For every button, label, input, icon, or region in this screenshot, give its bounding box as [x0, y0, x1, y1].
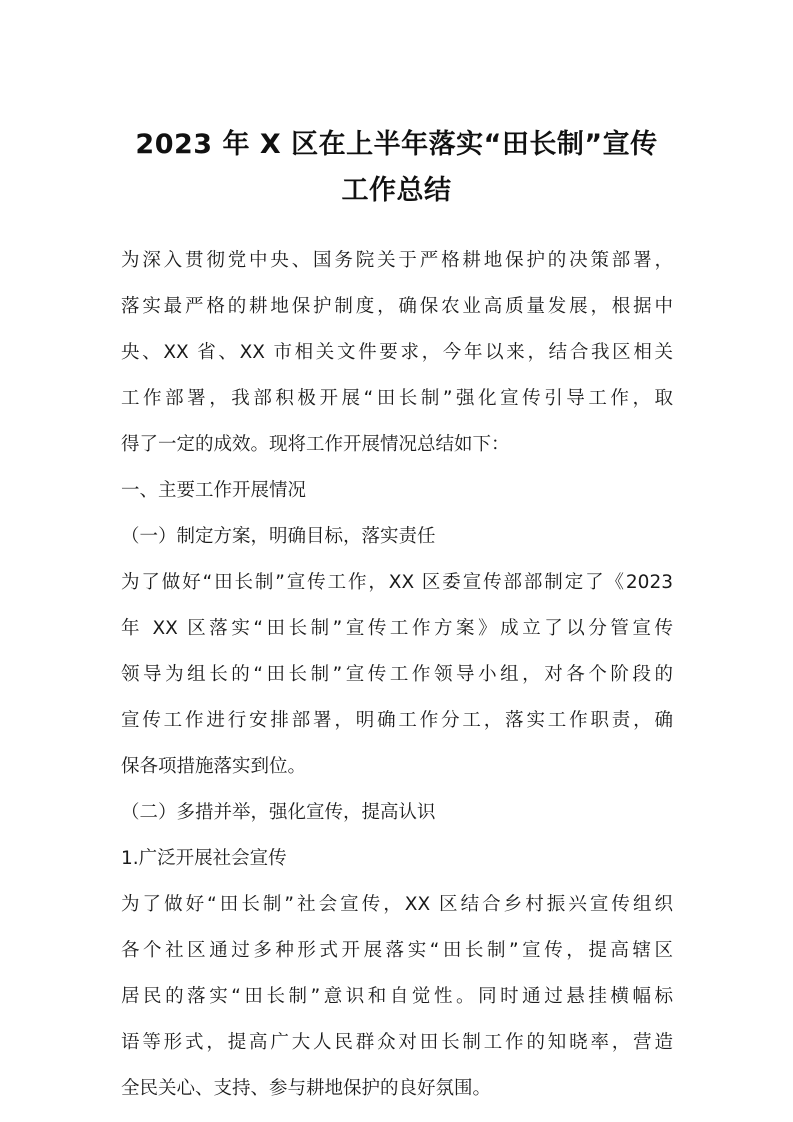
paragraph-line: 全民关心、支持、参与耕地保护的良好氛围。 — [121, 1078, 492, 1099]
paragraph-line: 宣传工作进行安排部署，明确工作分工，落实工作职责，确 — [121, 710, 673, 731]
paragraph-line: 得了一定的成效。现将工作开展情况总结如下： — [121, 434, 510, 455]
document-title-line-1: 2023 年 X 区在上半年落实“田长制”宣传 — [135, 129, 658, 160]
paragraph-line: 工作部署，我部积极开展“田长制”强化宣传引导工作，取 — [121, 388, 673, 409]
paragraph-line: 为了做好“田长制”社会宣传，XX 区结合乡村振兴宣传组织 — [121, 894, 673, 915]
subsection-heading: （一）制定方案，明确目标，落实责任 — [121, 526, 436, 547]
paragraph-line: 为深入贯彻党中央、国务院关于严格耕地保护的决策部署， — [121, 250, 673, 271]
paragraph-line: 各个社区通过多种形式开展落实“田长制”宣传，提高辖区 — [121, 940, 673, 961]
paragraph-line: 为了做好“田长制”宣传工作，XX 区委宣传部部制定了《2023 — [121, 572, 673, 593]
document-title-line-2: 工作总结 — [341, 175, 452, 206]
subsection-heading: （二）多措并举，强化宣传，提高认识 — [121, 802, 436, 823]
paragraph-line: 语等形式，提高广大人民群众对田长制工作的知晓率，营造 — [121, 1032, 673, 1053]
paragraph-line: 保各项措施落实到位。 — [121, 756, 307, 777]
item-heading: 1.广泛开展社会宣传 — [121, 848, 287, 869]
paragraph-line: 年 XX 区落实“田长制”宣传工作方案》成立了以分管宣传 — [121, 618, 673, 639]
paragraph-line: 领导为组长的“田长制”宣传工作领导小组，对各个阶段的 — [121, 664, 673, 685]
paragraph-line: 落实最严格的耕地保护制度，确保农业高质量发展，根据中 — [121, 296, 673, 317]
paragraph-line: 央、XX 省、XX 市相关文件要求，今年以来，结合我区相关 — [121, 342, 673, 363]
paragraph-line: 居民的落实“田长制”意识和自觉性。同时通过悬挂横幅标 — [121, 986, 673, 1007]
section-heading: 一、主要工作开展情况 — [121, 480, 307, 501]
